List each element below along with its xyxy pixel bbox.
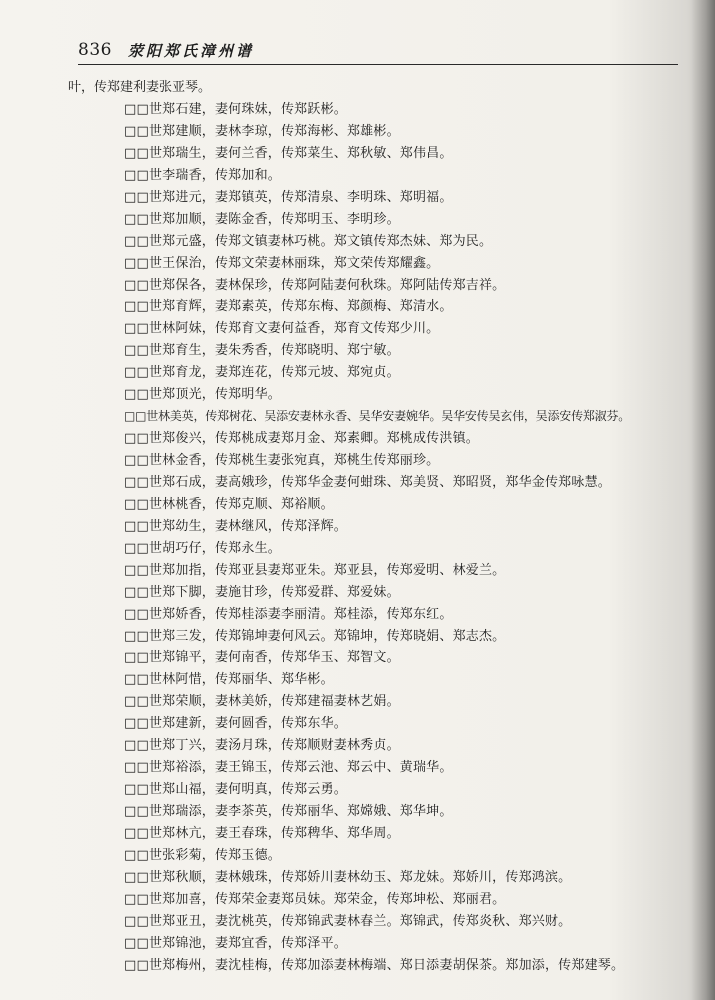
genealogy-entry: □□世郑三发，传郑锦坤妻何风云。郑锦坤，传郑晓娟、郑志杰。: [124, 628, 506, 644]
genealogy-entry: □□世林阿惜，传郑丽华、郑华彬。: [124, 672, 334, 688]
genealogy-entry: □□世郑下脚，妻施甘珍，传郑爱群、郑爱妹。: [124, 584, 400, 600]
genealogy-entry: □□世郑林亢，妻王春珠，传郑稗华、郑华周。: [124, 825, 400, 841]
genealogy-entry: □□世郑娇香，传郑桂添妻李丽清。郑桂添，传郑东红。: [124, 606, 453, 622]
text-line-continuation: 叶，传郑建利妻张亚琴。: [68, 80, 212, 95]
genealogy-entry: □□世郑幼生，妻林继风，传郑泽辉。: [124, 518, 347, 534]
genealogy-entry: □□世林桃香，传郑克顺、郑裕顺。: [124, 496, 334, 512]
genealogy-entry: □□世郑石成，妻高娥珍，传郑华金妻何蚶珠、郑美贤、郑昭贤，郑华金传郑咏慧。: [124, 474, 611, 490]
genealogy-entry: □□世林金香，传郑桃生妻张宛真，郑桃生传郑丽珍。: [124, 453, 440, 468]
genealogy-entry: □□世郑锦平，妻何南香，传郑华玉、郑智文。: [124, 650, 400, 666]
page-number: 836: [78, 40, 112, 60]
genealogy-entry: □□世郑育龙，妻郑连花，传郑元坡、郑宛贞。: [124, 365, 400, 381]
genealogy-entry: □□世郑保各，妻林保珍，传郑阿陆妻何秋珠。郑阿陆传郑吉祥。: [124, 277, 506, 293]
genealogy-entry: □□世林阿妹，传郑育文妻何益香，郑育文传郑少川。: [124, 321, 440, 337]
genealogy-entry: □□世郑顶光，传郑明华。: [124, 387, 281, 403]
genealogy-entry: □□世郑荣顺，妻林美娇，传郑建福妻林艺娟。: [124, 694, 400, 710]
genealogy-entry: □□世郑加指，传郑亚县妻郑亚朱。郑亚县，传郑爱明、林爱兰。: [124, 562, 506, 578]
genealogy-entry: □□世郑加喜，传郑荣金妻郑员妹。郑荣金，传郑坤松、郑丽君。: [124, 891, 506, 907]
page-header: [78, 36, 678, 64]
genealogy-entry: □□世郑秋顺，妻林娥珠，传郑娇川妻林幼玉、郑龙妹。郑娇川，传郑鸿滨。: [124, 869, 572, 885]
genealogy-entry: □□世李瑞香，传郑加和。: [124, 167, 281, 183]
genealogy-entry: □□世郑丁兴，妻汤月珠，传郑顺财妻林秀贞。: [124, 738, 400, 754]
genealogy-entry: □□世郑锦池，妻郑宜香，传郑泽平。: [124, 935, 347, 951]
genealogy-entry: □□世郑石建，妻何珠妹，传郑跃彬。: [124, 102, 347, 117]
genealogy-entry: □□世郑梅州，妻沈桂梅，传郑加添妻林梅端、郑日添妻胡保茶。郑加添，传郑建琴。: [124, 957, 625, 973]
genealogy-entry: □□世郑建新，妻何圆香，传郑东华。: [124, 716, 347, 732]
genealogy-entry: □□世郑山福，妻何明真，传郑云勇。: [124, 782, 347, 798]
genealogy-entry: □□世郑俊兴，传郑桃成妻郑月金、郑素卿。郑桃成传洪镇。: [124, 431, 479, 447]
genealogy-entry: □□世王保治，传郑文荣妻林丽珠，郑文荣传郑耀鑫。: [124, 255, 440, 271]
genealogy-entry: □□世郑裕添，妻王锦玉，传郑云池、郑云中、黄瑞华。: [124, 760, 453, 776]
header-rule: [78, 64, 678, 65]
genealogy-entry: □□世郑元盛，传郑文镇妻林巧桃。郑文镇传郑杰妹、郑为民。: [124, 233, 493, 249]
genealogy-entry: □□世郑亚丑，妻沈桃英，传郑锦武妻林春兰。郑锦武，传郑炎秋、郑兴财。: [124, 913, 572, 929]
genealogy-entry: □□世郑瑞生，妻何兰香，传郑菜生、郑秋敏、郑伟昌。: [124, 145, 453, 161]
genealogy-text: [68, 77, 707, 977]
genealogy-entry: □□世郑建顺，妻林李琼，传郑海彬、郑雄彬。: [124, 123, 400, 139]
genealogy-entry: □□世郑育辉，妻郑素英，传郑东梅、郑颜梅、郑清水。: [124, 299, 453, 315]
genealogy-entry: □□世胡巧仔，传郑永生。: [124, 540, 281, 556]
genealogy-entry: □□世郑加顺，妻陈金香，传郑明玉、李明珍。: [124, 211, 400, 227]
genealogy-entry: □□世张彩菊，传郑玉德。: [124, 847, 281, 863]
genealogy-entry: □□世郑育生，妻朱秀香，传郑晓明、郑宁敏。: [124, 343, 400, 359]
genealogy-entry: □□世郑瑞添，妻李茶英，传郑丽华、郑嫦娥、郑华坤。: [124, 804, 453, 819]
genealogy-entry: □□世林美英，传郑树花、吴添安妻林永香、吴华安妻婉华。吴华安传吴玄伟，吴添安传郑淑芬。: [124, 409, 631, 424]
book-title: 荥阳郑氏漳州谱: [128, 42, 255, 60]
genealogy-entry: □□世郑进元，妻郑镇英，传郑清泉、李明珠、郑明福。: [124, 189, 453, 205]
